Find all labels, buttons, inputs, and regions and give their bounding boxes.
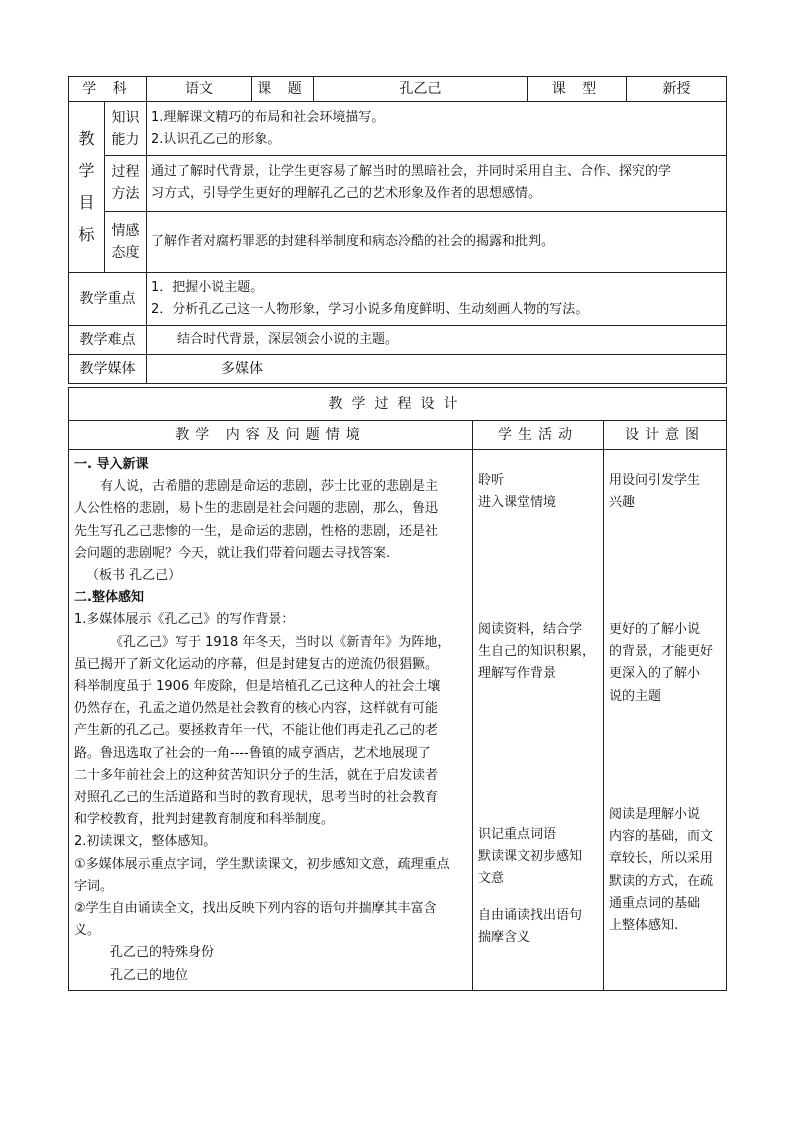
activity-line: 揣摩含义 [478, 930, 531, 946]
objectives-char: 教 [78, 129, 95, 148]
content-line: 有人说，古希腊的悲剧是命运的悲剧，莎士比亚的悲剧是主 [100, 479, 439, 495]
objective-label-line: 过程 [111, 164, 140, 181]
section-title: 二.整体感知 [74, 590, 144, 606]
activity-line: 生自己的知识积累， [478, 644, 596, 660]
process-body-row [69, 450, 727, 991]
activity-column [473, 450, 604, 991]
objective-label [105, 156, 147, 211]
activity-line: 进入课堂情境 [478, 495, 557, 511]
process-header-row [69, 421, 727, 450]
media-label: 教学媒体 [69, 355, 147, 384]
content-line: 孔乙己的地位 [110, 967, 189, 983]
objective-line: 通过了解时代背景，让学生更容易了解当时的黑暗社会，并同时采用自主、合作、探究的学 [151, 164, 672, 180]
intent-block-2 [604, 615, 718, 708]
intent-line: 更深入的了解小 [609, 666, 701, 682]
activity-line: 自由诵读找出语句 [478, 908, 583, 923]
objective-text [147, 156, 727, 211]
subject-label: 学 科 [69, 77, 147, 102]
objective-label [105, 102, 147, 156]
objectives-char: 目 [78, 193, 95, 212]
content-line: 先生写孔乙己悲惨的一生，是命运的悲剧，性格的悲剧，还是社 [74, 523, 439, 539]
intent-line: 通重点词的基础 [609, 895, 701, 911]
process-title: 教学过程设计 [69, 388, 727, 421]
content-column [69, 450, 473, 991]
content-line: ①多媒体展示重点字词，学生默读课文，初步感知文意，疏理重点 [74, 856, 450, 872]
intent-line: 更好的了解小说 [609, 622, 701, 637]
objective-line: 1.理解课文精巧的布局和社会环境描写。 [151, 109, 385, 125]
content-line: 人公性格的悲剧，易卜生的悲剧是社会问题的悲剧，那么，鲁迅 [74, 501, 439, 517]
type-value: 新授 [627, 77, 727, 102]
content-line: 字词。 [74, 878, 114, 894]
objective-label-line: 知识 [111, 109, 140, 126]
content-text [69, 450, 472, 987]
activity-block-4 [473, 901, 587, 949]
header-row [69, 77, 727, 102]
content-line: 1.多媒体展示《孔乙己》的写作背景： [74, 612, 295, 628]
column-header-activity: 学生活动 [473, 421, 604, 450]
key-points-label: 教学重点 [69, 273, 147, 326]
intent-line: 上整体感知. [609, 918, 679, 934]
intent-line: 用设问引发学生 [609, 473, 701, 488]
activity-line: 默读课文初步感知 [478, 849, 583, 865]
media-text: 多媒体 [147, 355, 727, 384]
key-points-row [69, 273, 727, 326]
lesson-info-table [68, 76, 727, 384]
objective-row-process [69, 156, 727, 211]
objective-text [147, 211, 727, 272]
intent-column [604, 450, 727, 991]
section-title: 一. 导入新课 [74, 457, 149, 472]
difficulty-row [69, 326, 727, 355]
activity-block-2 [473, 615, 600, 686]
column-header-intent: 设计意图 [604, 421, 727, 450]
content-line: 产生新的孔乙己。要拯救青年一代，不能让他们再走孔乙己的老 [74, 723, 439, 739]
media-row [69, 355, 727, 384]
objective-line: 2.认识孔乙己的形象。 [151, 131, 281, 147]
key-point-line: 2．分析孔乙己这一人物形象，学习小说多角度鲜明、生动刻画人物的写法。 [151, 302, 589, 317]
content-line: ②学生自由诵读全文，找出反映下列内容的语句并揣摩其丰富含 [74, 901, 437, 917]
activity-line: 聆听 [478, 473, 505, 488]
objective-label-line: 方法 [111, 186, 140, 203]
difficulty-text: 结合时代背景，深层领会小说的主题。 [147, 326, 727, 355]
activity-block-1 [473, 466, 561, 514]
type-label: 课 型 [528, 77, 627, 102]
activity-line: 阅读资料，结合学 [478, 622, 583, 637]
objective-label-line: 能力 [111, 131, 140, 148]
content-line: 孔乙己的特殊身份 [110, 945, 215, 961]
objectives-char: 学 [78, 161, 95, 180]
intent-line: 默读的方式，在疏 [609, 873, 714, 889]
activity-line: 理解写作背景 [478, 666, 557, 682]
process-title-row [69, 388, 727, 421]
content-line: 路。鲁迅选取了社会的一角----鲁镇的咸亨酒店，艺术地展现了 [74, 745, 431, 761]
content-line: 2.初读课文，整体感知。 [74, 834, 217, 850]
intent-line: 内容的基础，而文 [609, 829, 714, 845]
activity-line: 文意 [478, 871, 505, 887]
subject-value: 语文 [147, 77, 252, 102]
intent-line: 章较长，所以采用 [609, 851, 714, 867]
intent-line: 说的主题 [609, 688, 662, 704]
intent-line: 阅读是理解小说 [609, 807, 701, 822]
content-line: 《孔乙己》写于 1918 年冬天，当时以《新青年》为阵地， [110, 634, 451, 650]
intent-line: 的背景，才能更好 [609, 644, 714, 660]
objective-label [105, 211, 147, 272]
objectives-char: 标 [78, 225, 95, 244]
content-line: 仍然存在，孔孟之道仍然是社会教育的核心内容，这样就有可能 [74, 701, 439, 717]
objective-label-line: 情感 [111, 222, 140, 239]
key-point-line: 1．把握小说主题。 [151, 280, 264, 295]
content-line: 对照孔乙己的生活道路和当时的教育现状，思考当时的社会教育 [74, 790, 439, 806]
key-points-text [147, 273, 727, 326]
content-line: 虽已揭开了新文化运动的序幕，但是封建复古的逆流仍很猖獗。 [74, 656, 439, 672]
difficulty-label: 教学难点 [69, 326, 147, 355]
activity-block-3 [473, 820, 587, 891]
topic-label: 课 题 [252, 77, 314, 102]
objective-line: 习方式，引导学生更好的理解孔乙己的艺术形象及作者的思想感情。 [151, 186, 542, 202]
content-line: 义。 [74, 923, 101, 939]
board-note: （板书 孔乙己） [86, 568, 182, 584]
intent-block-1 [604, 466, 705, 514]
objective-line: 了解作者对腐朽罪恶的封建科举制度和病态冷酷的社会的揭露和批判。 [151, 233, 555, 249]
content-line: 二十多年前社会上的这种贫苦知识分子的生活，就在于启发读者 [74, 767, 439, 783]
content-line: 和学校教育，批判封建教育制度和科举制度。 [74, 812, 335, 828]
objective-row-knowledge [69, 102, 727, 156]
objective-label-line: 态度 [111, 244, 140, 261]
objective-row-emotion [69, 211, 727, 272]
topic-value: 孔乙己 [314, 77, 528, 102]
intent-block-3 [604, 800, 718, 937]
activity-line: 识记重点词语 [478, 827, 557, 842]
process-table [68, 387, 727, 991]
objectives-side-label [69, 102, 105, 273]
column-header-content: 教学 内容及问题情境 [69, 421, 473, 450]
objective-text [147, 102, 727, 156]
intent-line: 兴趣 [609, 495, 636, 511]
content-line: 科举制度虽于 1906 年废除，但是培植孔乙己这种人的社会土壤 [74, 679, 441, 695]
content-line: 会问题的悲剧呢？今天，就让我们带着问题去寻找答案. [74, 545, 391, 561]
